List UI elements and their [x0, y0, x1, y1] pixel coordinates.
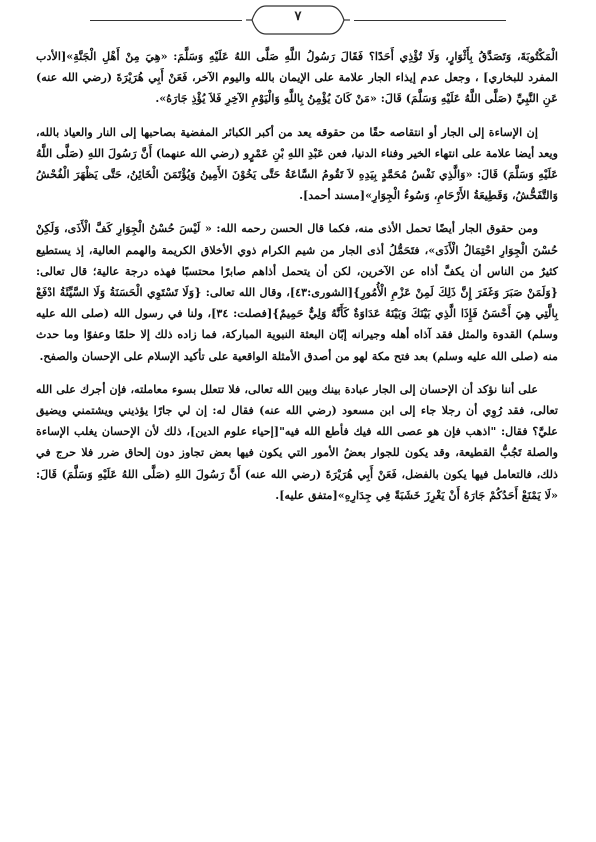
paragraph-4: على أننا نؤكد أن الإحسان إلى الجار عبادة بينك وبين الله تعالى، فلا تتعلل بسوء معاملته، فإن أجرك على الله تعالى، فقد رُوِي أن رجلا جاء إلى ابن مسعود (رضي الله عنه) فقال له: إن لي جارًا يؤذيني ويشتمني ويضيق عليَّ؟ فقال: "اذهب فإن هو عصى الله فيك فأطع الله فيه"[إحياء علوم الدين]، ذلك لأن الإحسان يغلب الإساءة والصلة تَجُبُّ القطيعة، وقد يكون للجوار بعضُ الأمور التي يكون فيها بعض تجاوز دون إلحاق ضرر فلا حرج في ذلك، فالتعامل فيها يكون بالفضل، فَعَنْ أَبِي هُرَيْرَةَ (رضي الله عنه) أَنَّ رَسُولَ اللهِ (صَلَّى اللهُ عَلَيْهِ وَسَلَّمَ) قَالَ: «لَا يَمْنَعْ أَحَدُكُمْ جَارَهُ أَنْ يَغْرِزَ خَشَبَةً فِي جِدَارِهِ»[متفق عليه]. [36, 381, 558, 502]
page-number-frame [244, 4, 352, 36]
paragraph-3: ومن حقوق الجار أيضًا تحمل الأذى منه، فكما قال الحسن رحمه الله: « لَيْسَ حُسْنُ الْجِوَارِ كَفَّ الْأَذَى، وَلَكِنْ حُسْنَ الْجِوَارِ احْتِمَالُ الْأَذَى»، فتَحَمُّلُ أذى الجار من شيم الكرام ذوي الأخلاق الكريمة والهمم العالية، إذ يستطيع كثيرٌ من الناس أن يكفَّ أذاه عن الآخرين، لكن أن يتحمل أذاهم صابرًا محتسبًا فهذه درجة عالية؛ قال تعالى: {وَلَمَنْ صَبَرَ وَغَفَرَ إِنَّ ذَلِكَ لَمِنْ عَزْمِ الْأُمُورِ}[الشورى:٤٣]، وقال الله تعالى: {وَلَا تَسْتَوِي الْحَسَنَةُ وَلَا السَّيِّئَةُ ادْفَعْ بِالَّتِي هِيَ أَحْسَنُ فَإِذَا الَّذِي بَيْنَكَ وَبَيْنَهُ عَدَاوَةٌ كَأَنَّهُ وَلِيٌّ حَمِيمٌ}[فصلت: ٣٤]، ولنا في رسول الله (صلى الله عليه وسلم) القدوة والمثل فقد آذاه أهله وجيرانه إبّان البعثة النبوية المباركة، فما زاده ذلك إلا حلمًا وعفوًا وما حدث منه (صلى الله عليه وسلم) بعد فتح مكة لهو من أصدق الأمثلة الواقعية على تأكيد الإسلام على الإحسان والصفح. [36, 221, 558, 363]
page-number: ٧ [294, 9, 302, 24]
paragraph-1: الْمَكْتُوبَةَ، وَتَصَدَّقُ بِأَثْوَارٍ، وَلَا تُؤْذِي أَحَدًا؟ فَقَالَ رَسُولُ اللَّهِ صَلَّى اللهُ عَلَيْهِ وَسَلَّمَ: «هِيَ مِنْ أَهْلِ الْجَنَّةِ»[الأدب المفرد للبخاري] ، وجعل عدم إيذاء الجار علامة على الإيمان بالله واليوم الآخر، فَعَنْ أَبِي هُرَيْرَةَ (رضي الله عنه) عَنِ النَّبِيِّ (صَلَّى اللَّهُ عَلَيْهِ وَسَلَّمَ) قَالَ: «مَنْ كَانَ يُؤْمِنُ بِاللَّهِ وَالْيَوْمِ الآخِرِ فَلاَ يُؤْذِ جَارَهُ». [36, 49, 558, 106]
header-rule-right [354, 20, 506, 21]
paragraph-2: إن الإساءة إلى الجار أو انتقاصه حقًا من حقوقه يعد من أكبر الكبائر المفضية بصاحبها إلى النار والعياذ بالله، ويعد أيضا علامة على انتهاء الخير وفناء الدنيا، فعن عَبْدِ اللهِ بْنِ عَمْرٍو (رضي الله عنهما) أَنَّ رَسُولَ اللهِ (صَلَّى اللَّهُ عَلَيْهِ وَسَلَّمَ) قَالَ: «وَالَّذِي نَفْسُ مُحَمَّدٍ بِيَدِهِ لاَ تَقُومُ السَّاعَةُ حَتَّى يَخُوْنَ الأَمِينُ وَيُؤْتَمَنَ الْخَائِنُ، حَتَّى يَظْهَرَ الْفُحْشُ وَالتَّفَحُّشُ، وَقَطِيعَةُ الأَرْحَامِ، وَسُوءُ الْجِوَارِ»[مسند أحمد]. [36, 124, 558, 203]
body-text [36, 46, 558, 506]
header-rule-left [90, 20, 242, 21]
